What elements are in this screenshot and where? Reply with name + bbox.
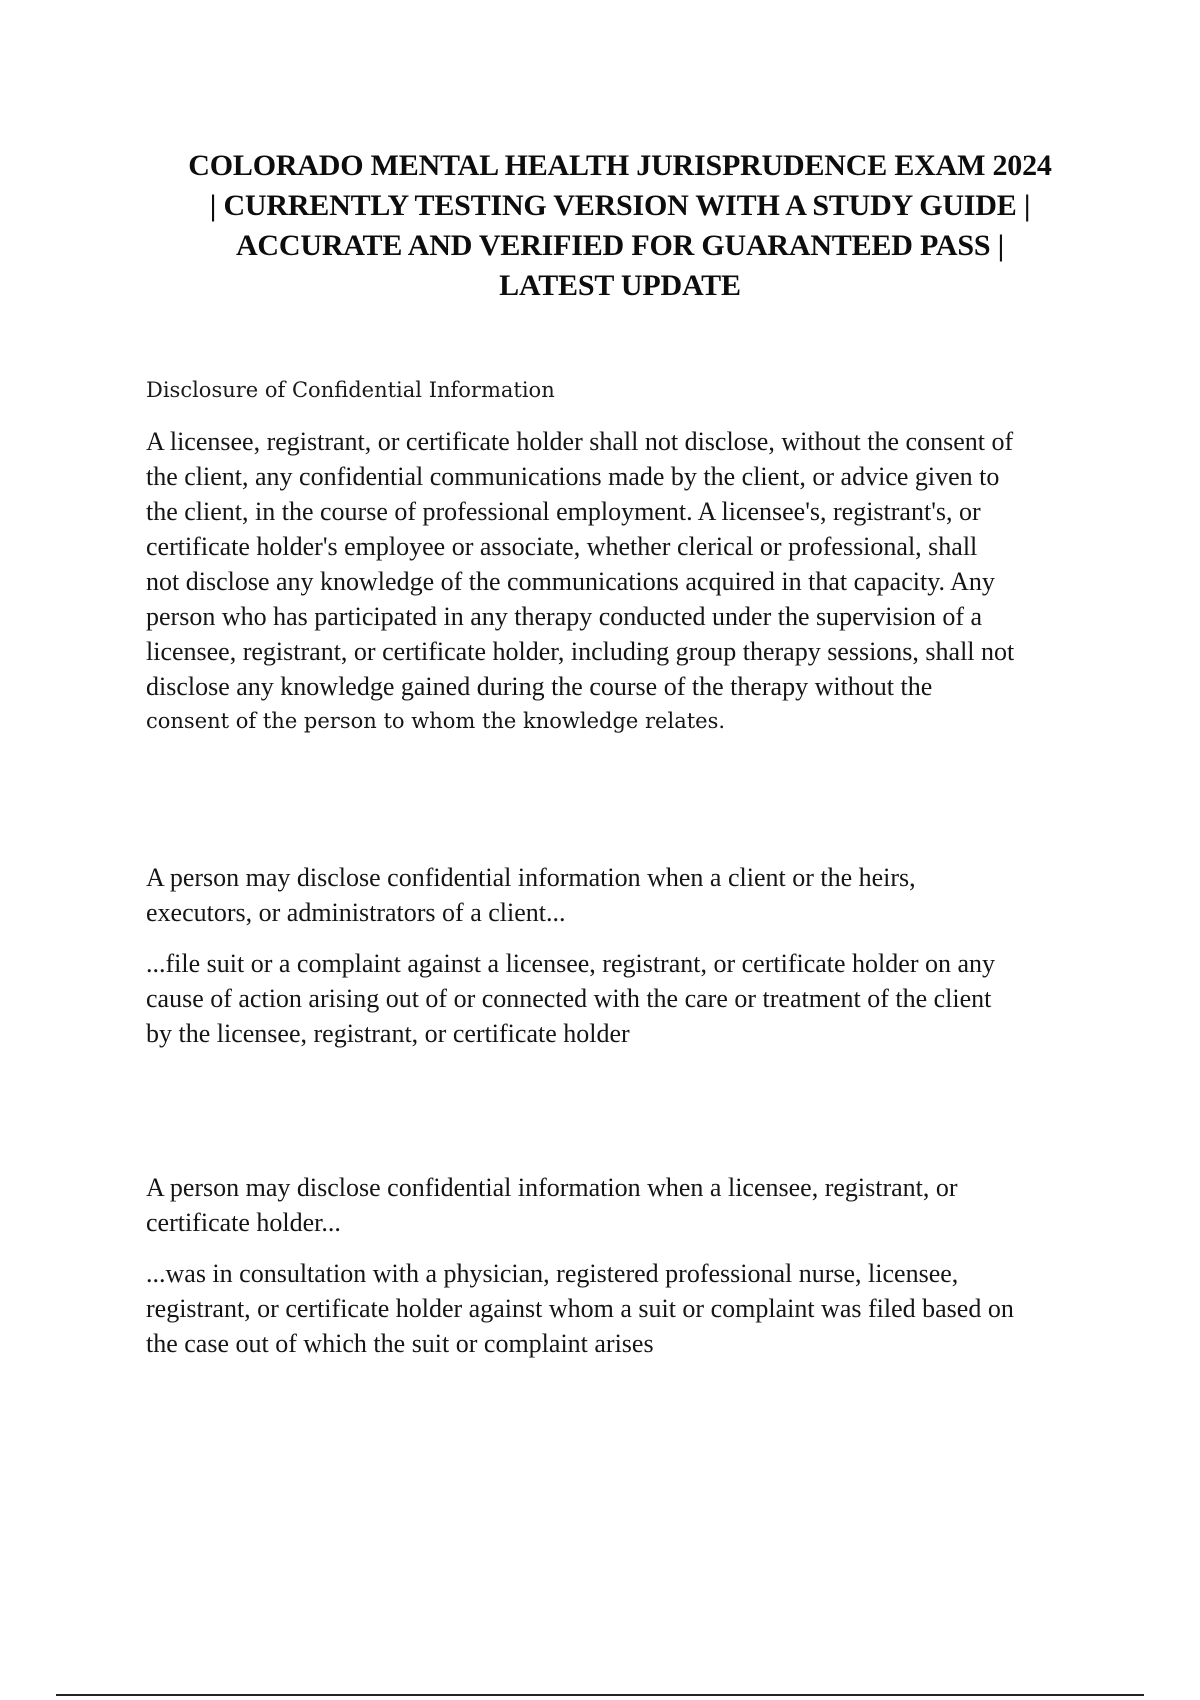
paragraph-confidentiality-rule xyxy=(146,424,1106,739)
section-heading: Disclosure of Confidential Information xyxy=(146,378,555,402)
paragraph-answer-licensee xyxy=(146,1256,1106,1361)
text-line: by the licensee, registrant, or certificate holder xyxy=(146,1019,630,1048)
title-line: COLORADO MENTAL HEALTH JURISPRUDENCE EXAM 2024 xyxy=(188,149,1052,182)
text-line: not disclose any knowledge of the communications acquired in that capacity. Any xyxy=(146,567,995,596)
text-line: executors, or administrators of a client... xyxy=(146,898,566,927)
text-line: person who has participated in any therapy conducted under the supervision of a xyxy=(146,602,983,631)
text-line: the case out of which the suit or complaint arises xyxy=(146,1329,654,1358)
page-bottom-rule xyxy=(56,1694,1144,1696)
text-line: licensee, registrant, or certificate holder, including group therapy sessions, shall not xyxy=(146,637,1015,666)
title-line: | CURRENTLY TESTING VERSION WITH A STUDY GUIDE | xyxy=(209,189,1031,222)
text-line: registrant, or certificate holder against whom a suit or complaint was filed based on xyxy=(146,1294,1014,1323)
text-line: the client, in the course of professional employment. A licensee's, registrant's, or xyxy=(146,497,981,526)
text-line: the client, any confidential communications made by the client, or advice given to xyxy=(146,462,1000,491)
text-line: A licensee, registrant, or certificate holder shall not disclose, without the consent of xyxy=(146,427,1014,456)
title-line: LATEST UPDATE xyxy=(499,269,741,302)
paragraph-question-client xyxy=(146,860,1106,930)
text-line: certificate holder's employee or associate, whether clerical or professional, shall xyxy=(146,532,978,561)
text-line: ...file suit or a complaint against a licensee, registrant, or certificate holder on any xyxy=(146,949,996,978)
text-line: A person may disclose confidential information when a client or the heirs, xyxy=(146,863,916,892)
text-line: ...was in consultation with a physician, registered professional nurse, licensee, xyxy=(146,1259,959,1288)
paragraph-answer-client xyxy=(146,946,1106,1051)
text-line: cause of action arising out of or connected with the care or treatment of the client xyxy=(146,984,992,1013)
text-line: certificate holder... xyxy=(146,1208,341,1237)
document-title xyxy=(130,146,1110,306)
text-line: disclose any knowledge gained during the course of the therapy without the xyxy=(146,672,933,701)
text-line: A person may disclose confidential information when a licensee, registrant, or xyxy=(146,1173,958,1202)
text-line: consent of the person to whom the knowledge relates. xyxy=(146,709,726,733)
title-line: ACCURATE AND VERIFIED FOR GUARANTEED PASS | xyxy=(235,229,1005,262)
paragraph-question-licensee xyxy=(146,1170,1106,1240)
